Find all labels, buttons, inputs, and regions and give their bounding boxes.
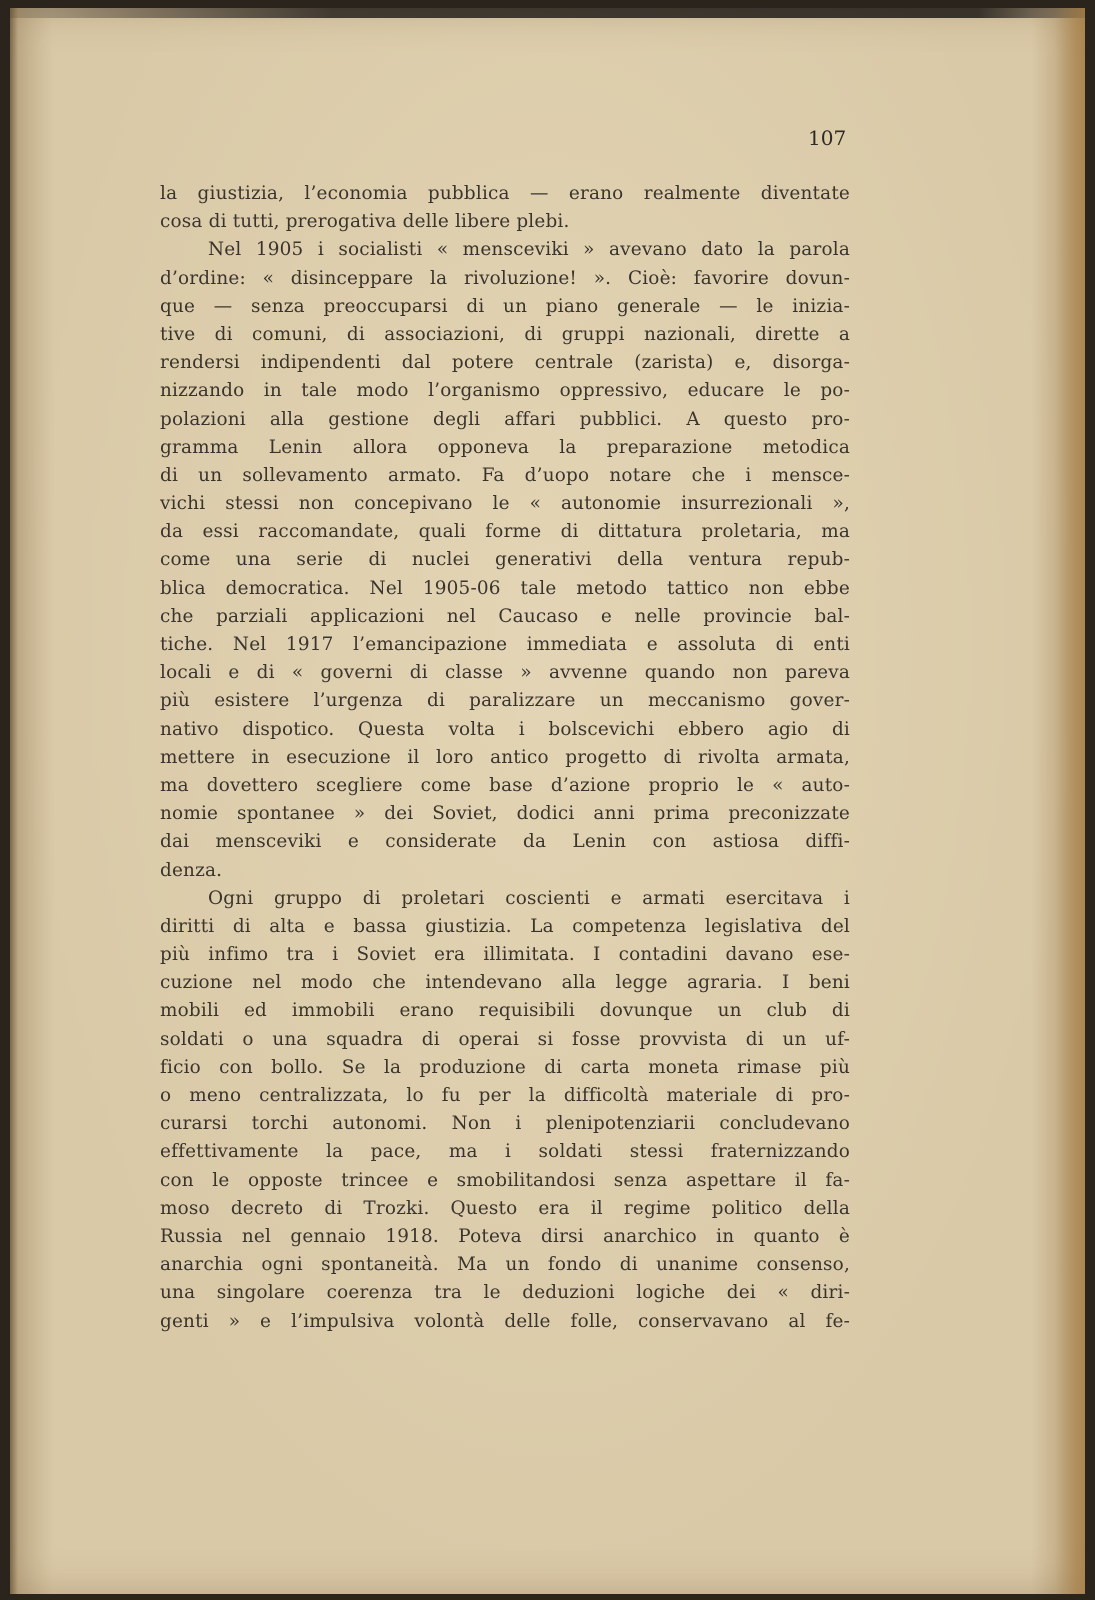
text-line: che parziali applicazioni nel Caucaso e nelle provincie bal-	[160, 605, 850, 627]
text-line: di un sollevamento armato. Fa d’uopo notare che i mensce-	[160, 464, 850, 486]
text-line: una singolare coerenza tra le deduzioni logiche dei « diri-	[160, 1282, 850, 1304]
text-line: nativo dispotico. Questa volta i bolscevichi ebbero agio di	[160, 718, 850, 740]
text-line: nomie spontanee » dei Soviet, dodici anni prima preconizzate	[160, 803, 850, 825]
text-line: genti » e l’impulsiva volontà delle folle, conservavano al fe-	[160, 1310, 850, 1332]
text-line: tive di comuni, di associazioni, di gruppi nazionali, dirette a	[160, 323, 850, 345]
text-line: da essi raccomandate, quali forme di dittatura proletaria, ma	[160, 521, 850, 543]
text-line: nizzando in tale modo l’organismo oppressivo, educare le po-	[160, 380, 850, 402]
text-line: diritti di alta e bassa giustizia. La competenza legislativa del	[160, 915, 850, 937]
text-line: gramma Lenin allora opponeva la preparazione metodica	[160, 436, 850, 458]
text-line: la giustizia, l’economia pubblica — erano realmente diventate	[160, 183, 850, 204]
text-line: o meno centralizzata, lo fu per la difficoltà materiale di pro-	[160, 1085, 850, 1106]
text-line: blica democratica. Nel 1905-06 tale metodo tattico non ebbe	[160, 577, 850, 599]
body-text	[160, 180, 850, 1336]
text-line: curarsi torchi autonomi. Non i plenipotenziarii concludevano	[160, 1113, 850, 1135]
book-page	[10, 8, 1085, 1594]
text-line: polazioni alla gestione degli affari pubblici. A questo pro-	[160, 408, 850, 430]
text-line: effettivamente la pace, ma i soldati stessi fraternizzando	[160, 1141, 850, 1163]
page-top-shadow	[10, 8, 1085, 18]
text-line: più esistere l’urgenza di paralizzare un meccanismo gover-	[160, 690, 850, 712]
text-line: cuzione nel modo che intendevano alla legge agraria. I beni	[160, 972, 850, 994]
text-line: ma dovettero scegliere come base d’azione proprio le « auto-	[160, 774, 850, 796]
text-line: locali e di « governi di classe » avvenne quando non pareva	[160, 662, 850, 684]
text-line: soldati o una squadra di operai si fosse provvista di un uf-	[160, 1028, 850, 1050]
text-line: moso decreto di Trozki. Questo era il regime politico della	[160, 1197, 850, 1219]
text-line: con le opposte trincee e smobilitandosi senza aspettare il fa-	[160, 1169, 850, 1191]
text-line: dai mensceviki e considerate da Lenin con astiosa diffi-	[160, 831, 850, 853]
page-left-edge	[10, 8, 18, 1594]
text-line: d’ordine: « disinceppare la rivoluzione! ». Cioè: favorire dovun-	[160, 267, 850, 289]
text-line: cosa di tutti, prerogativa delle libere plebi.	[160, 211, 570, 233]
text-line: Nel 1905 i socialisti « mensceviki » avevano dato la parola	[208, 239, 850, 261]
text-line: mobili ed immobili erano requisibili dovunque un club di	[160, 1000, 850, 1022]
text-line: più infimo tra i Soviet era illimitata. I contadini davano ese-	[160, 944, 850, 966]
text-line: Russia nel gennaio 1918. Poteva dirsi anarchico in quanto è	[160, 1225, 850, 1247]
text-line: tiche. Nel 1917 l’emancipazione immediata e assoluta di enti	[160, 634, 850, 655]
text-line: mettere in esecuzione il loro antico progetto di rivolta armata,	[160, 746, 850, 768]
page-number: 107	[808, 126, 847, 150]
text-line: denza.	[160, 859, 223, 881]
text-line: Ogni gruppo di proletari coscienti e armati esercitava i	[208, 887, 850, 909]
page-right-edge	[1055, 8, 1085, 1594]
text-line: come una serie di nuclei generativi della ventura repub-	[160, 549, 850, 571]
text-line: que — senza preoccuparsi di un piano generale — le inizia-	[160, 295, 850, 317]
text-line: rendersi indipendenti dal potere centrale (zarista) e, disorga-	[160, 352, 850, 374]
text-line: vichi stessi non concepivano le « autonomie insurrezionali »,	[160, 493, 850, 515]
text-line: ficio con bollo. Se la produzione di carta moneta rimase più	[160, 1056, 850, 1078]
text-line: anarchia ogni spontaneità. Ma un fondo di unanime consenso,	[160, 1254, 850, 1276]
